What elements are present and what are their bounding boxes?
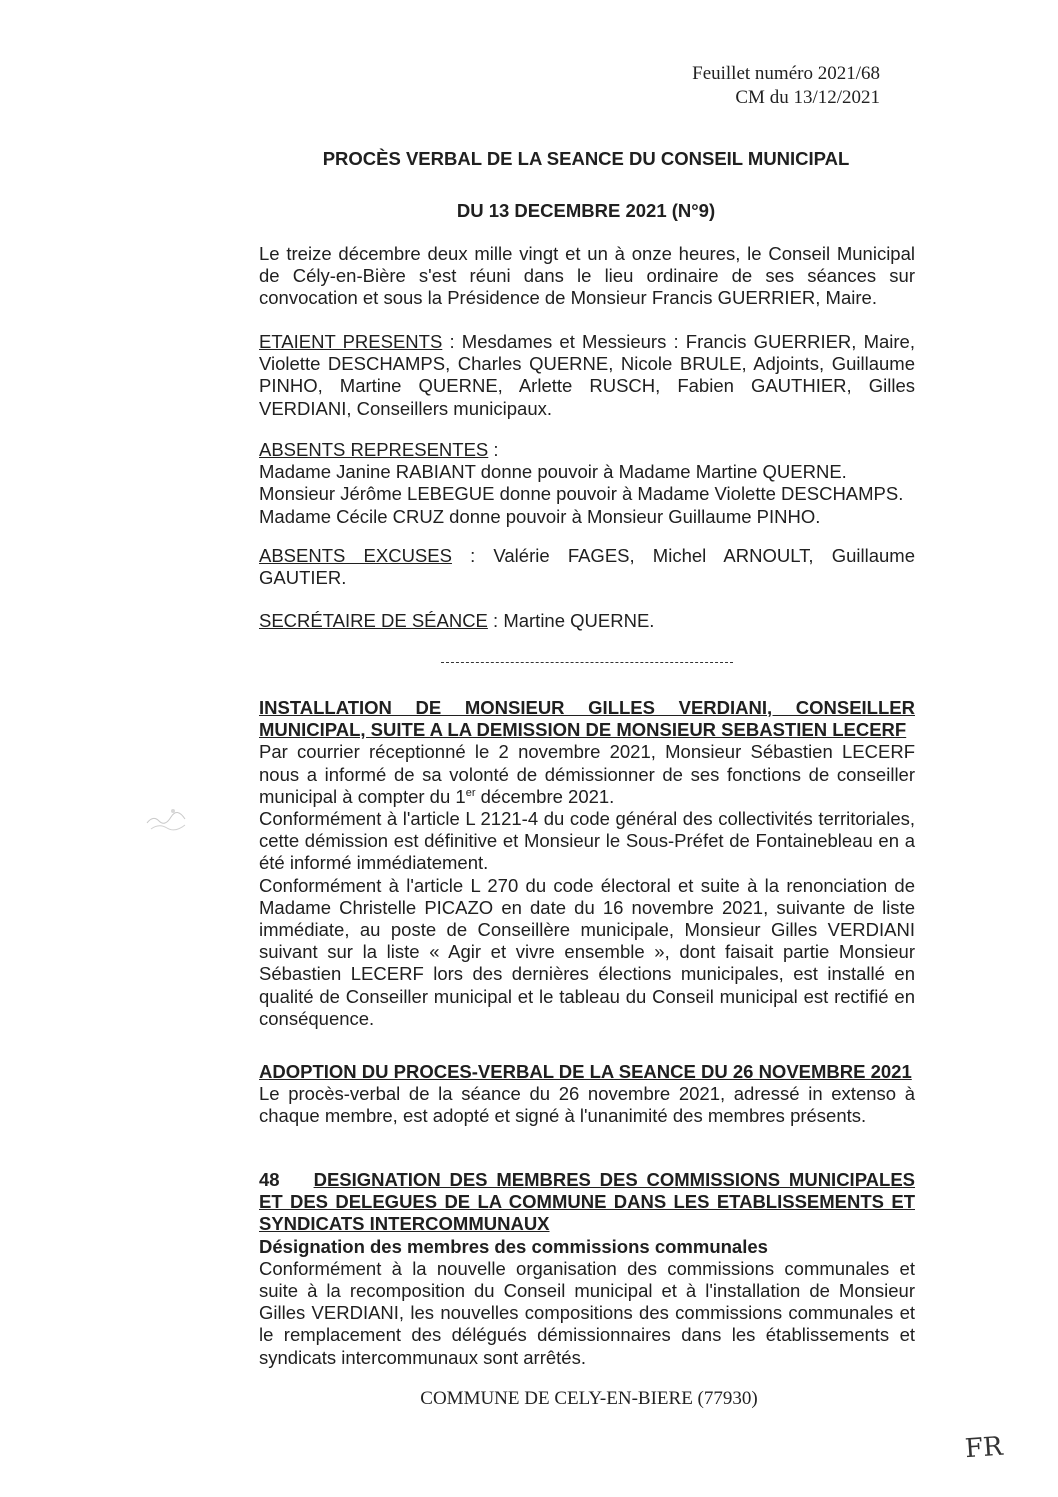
presents-paragraph <box>259 331 915 420</box>
represented-line: Monsieur Jérôme LEBEGUE donne pouvoir à Madame Violette DESCHAMPS. <box>259 483 904 505</box>
sheet-number: Feuillet numéro 2021/68 <box>692 63 880 84</box>
footer-commune: COMMUNE DE CELY-EN-BIERE (77930) <box>420 1388 758 1409</box>
excused-label: ABSENTS EXCUSES <box>259 545 452 566</box>
adoption-paragraph: Le procès-verbal de la séance du 26 novembre 2021, adressé in extenso à chaque membre, est adopté et signé à l'unanimité des membres présents. <box>259 1083 915 1127</box>
faint-stamp-mark <box>143 803 191 833</box>
designation-heading-row <box>259 1169 915 1236</box>
meeting-reference: CM du 13/12/2021 <box>735 87 880 108</box>
adoption-section <box>259 1061 915 1128</box>
designation-section <box>259 1169 915 1369</box>
designation-paragraph: Conformément à la nouvelle organisation des commissions communales et suite à la recomposition du Conseil municipal et à l'installation de Monsieur Gilles VERDIANI, les nouvelles compositions des commissions communales et le remplacement des délégués démissionnaires dans les établissements et syndicats intercommunaux sont arrêtés. <box>259 1257 915 1368</box>
installation-p1-sup: er <box>465 786 476 799</box>
secretary-text: : Martine QUERNE. <box>487 610 655 631</box>
excused-text: : Valérie FAGES, Michel ARNOULT, Guillaume GAUTIER. <box>259 545 915 589</box>
installation-paragraph-2: Conformément à l'article L 2121-4 du code général des collectivités territoriales, cette démission est définitive et Monsieur le Sous-Préfet de Fontainebleau en a été informé immédiatement. <box>259 808 915 874</box>
represented-line: Madame Janine RABIANT donne pouvoir à Madame Martine QUERNE. <box>259 461 847 483</box>
installation-heading: INSTALLATION DE MONSIEUR GILLES VERDIANI, CONSEILLER MUNICIPAL, SUITE A LA DEMISSION DE MONSIEUR SEBASTIEN LECERF <box>259 697 915 741</box>
installation-paragraph-3: Conformément à l'article L 270 du code électoral et suite à la renonciation de Madame Christelle PICAZO en date du 16 novembre 2021, suivante de liste immédiate, au poste de Conseillère municipale, Monsieur Gilles VERDIANI suivant sur la liste « Agir et vivre ensemble », dont faisait partie Monsieur Sébastien LECERF lors des dernières élections municipales, est installé en qualité de Conseiller municipal et le tableau du Conseil municipal est rectifié en conséquence. <box>259 874 915 1029</box>
represented-line: Madame Cécile CRUZ donne pouvoir à Monsieur Guillaume PINHO. <box>259 505 821 527</box>
separator-line <box>441 662 733 663</box>
designation-number: 48 <box>259 1169 280 1190</box>
page-subtitle: DU 13 DECEMBRE 2021 (N°9) <box>456 200 716 221</box>
designation-subheading: Désignation des membres des commissions communales <box>259 1235 768 1257</box>
installation-section <box>259 697 915 1030</box>
handwritten-initials: FR <box>963 1431 1004 1465</box>
installation-paragraph-1 <box>259 741 915 808</box>
adoption-heading: ADOPTION DU PROCES-VERBAL DE LA SEANCE DU 26 NOVEMBRE 2021 <box>259 1061 912 1082</box>
intro-paragraph: Le treize décembre deux mille vingt et un à onze heures, le Conseil Municipal de Cély-en-Bière s'est réuni dans le lieu ordinaire de ses séances sur convocation et sous la Présidence de Monsieur Francis GUERRIER, Maire. <box>259 243 915 309</box>
represented-suffix: : <box>488 439 499 460</box>
secretary-paragraph <box>259 610 915 632</box>
represented-label: ABSENTS REPRESENTES <box>259 439 489 460</box>
designation-heading: DESIGNATION DES MEMBRES DES COMMISSIONS MUNICIPALES ET DES DELEGUES DE LA COMMUNE DANS LES ETABLISSEMENTS ET SYNDICATS INTERCOMMUNAUX <box>259 1169 915 1235</box>
sheet-reference <box>692 62 880 110</box>
represented-section <box>259 439 915 528</box>
secretary-label: SECRÉTAIRE DE SÉANCE <box>259 610 488 631</box>
presents-label: ETAIENT PRESENTS <box>259 331 443 352</box>
installation-p1-end: décembre 2021. <box>475 785 615 807</box>
installation-p1-text: Par courrier réceptionné le 2 novembre 2021, Monsieur Sébastien LECERF nous a informé de sa volonté de démissionner de ses fonctions de conseiller municipal à compter du 1 <box>259 741 915 807</box>
page-title: PROCÈS VERBAL DE LA SEANCE DU CONSEIL MUNICIPAL <box>322 148 850 169</box>
presents-text: : Mesdames et Messieurs : Francis GUERRIER, Maire, Violette DESCHAMPS, Charles QUERNE, Nicole BRULE, Adjoints, Guillaume PINHO, Martine QUERNE, Arlette RUSCH, Fabien GAUTHIER, Gilles VERDIANI, Conseillers municipaux. <box>259 331 915 419</box>
excused-paragraph <box>259 545 915 589</box>
